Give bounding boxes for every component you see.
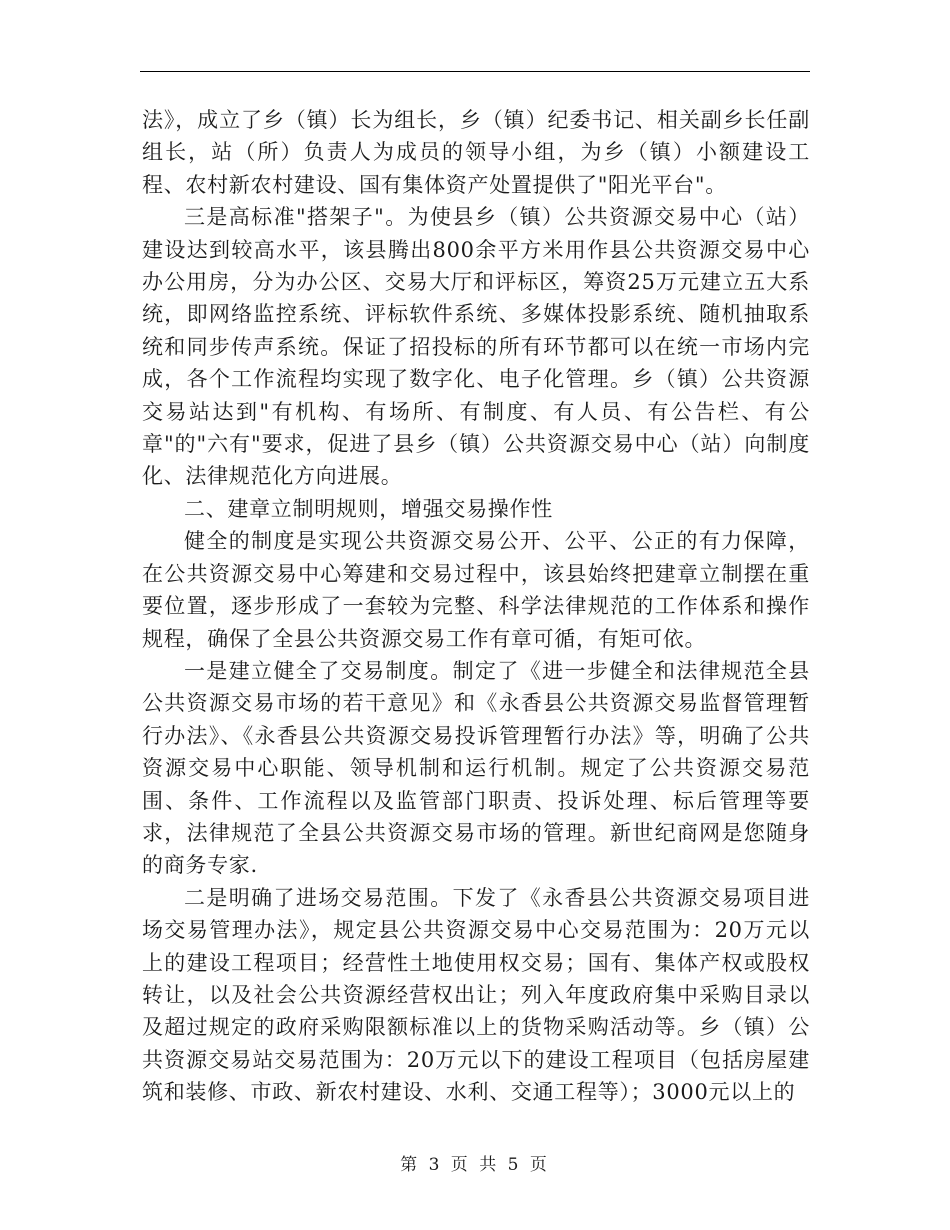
paragraph-trading-scope: 二是明确了进场交易范围。下发了《永香县公共资源交易项目进场交易管理办法》，规定县公共资源交易中心交易范围为：20万元以上的建设工程项目；经营性土地使用权交易；国有、集体产权或股权转让，以及社会公共资源经营权出让；列入年度政府集中采购目录以及超过规定的政府采购限额标准以上的货物采购活动等。乡（镇）公共资源交易站交易范围为：20万元以下的建设工程项目（包括房屋建筑和装修、市政、新农村建设、水利、交通工程等）；3000元以上的 bbox=[142, 885, 810, 1105]
page-number-footer: 第 3 页 共 5 页 bbox=[400, 1155, 550, 1175]
header-rule bbox=[140, 71, 810, 72]
paragraph-sound-system: 健全的制度是实现公共资源交易公开、公平、公正的有力保障，在公共资源交易中心筹建和交易过程中，该县始终把建章立制摆在重要位置，逐步形成了一套较为完整、科学法律规范的工作体系和操作规程，确保了全县公共资源交易工作有章可循，有矩可依。 bbox=[142, 529, 810, 651]
paragraph-high-standard: 三是高标准"搭架子"。为使县乡（镇）公共资源交易中心（站）建设达到较高水平，该县腾出800余平方米用作县公共资源交易中心办公用房，分为办公区、交易大厅和评标区，筹资25万元建立五大系统，即网络监控系统、评标软件系统、多媒体投影系统、随机抽取系统和同步传声系统。保证了招投标的所有环节都可以在统一市场内完成，各个工作流程均实现了数字化、电子化管理。乡（镇）公共资源交易站达到"有机构、有场所、有制度、有人员、有公告栏、有公章"的"六有"要求，促进了县乡（镇）公共资源交易中心（站）向制度化、法律规范化方向进展。 bbox=[142, 205, 810, 489]
paragraph-continuation: 法》，成立了乡（镇）长为组长，乡（镇）纪委书记、相关副乡长任副组长，站（所）负责人为成员的领导小组，为乡（镇）小额建设工程、农村新农村建设、国有集体资产处置提供了"阳光平台"。 bbox=[142, 108, 810, 197]
section-heading-rules: 二、建章立制明规则，增强交易操作性 bbox=[184, 496, 553, 521]
paragraph-trading-system: 一是建立健全了交易制度。制定了《进一步健全和法律规范全县公共资源交易市场的若干意见》和《永香县公共资源交易监督管理暂行办法》、《永香县公共资源交易投诉管理暂行办法》等，明确了公共资源交易中心职能、领导机制和运行机制。规定了公共资源交易范围、条件、工作流程以及监管部门职责、投诉处理、标后管理等要求，法律规范了全县公共资源交易市场的管理。新世纪商网是您随身的商务专家. bbox=[142, 658, 810, 878]
document-body bbox=[142, 104, 810, 1109]
